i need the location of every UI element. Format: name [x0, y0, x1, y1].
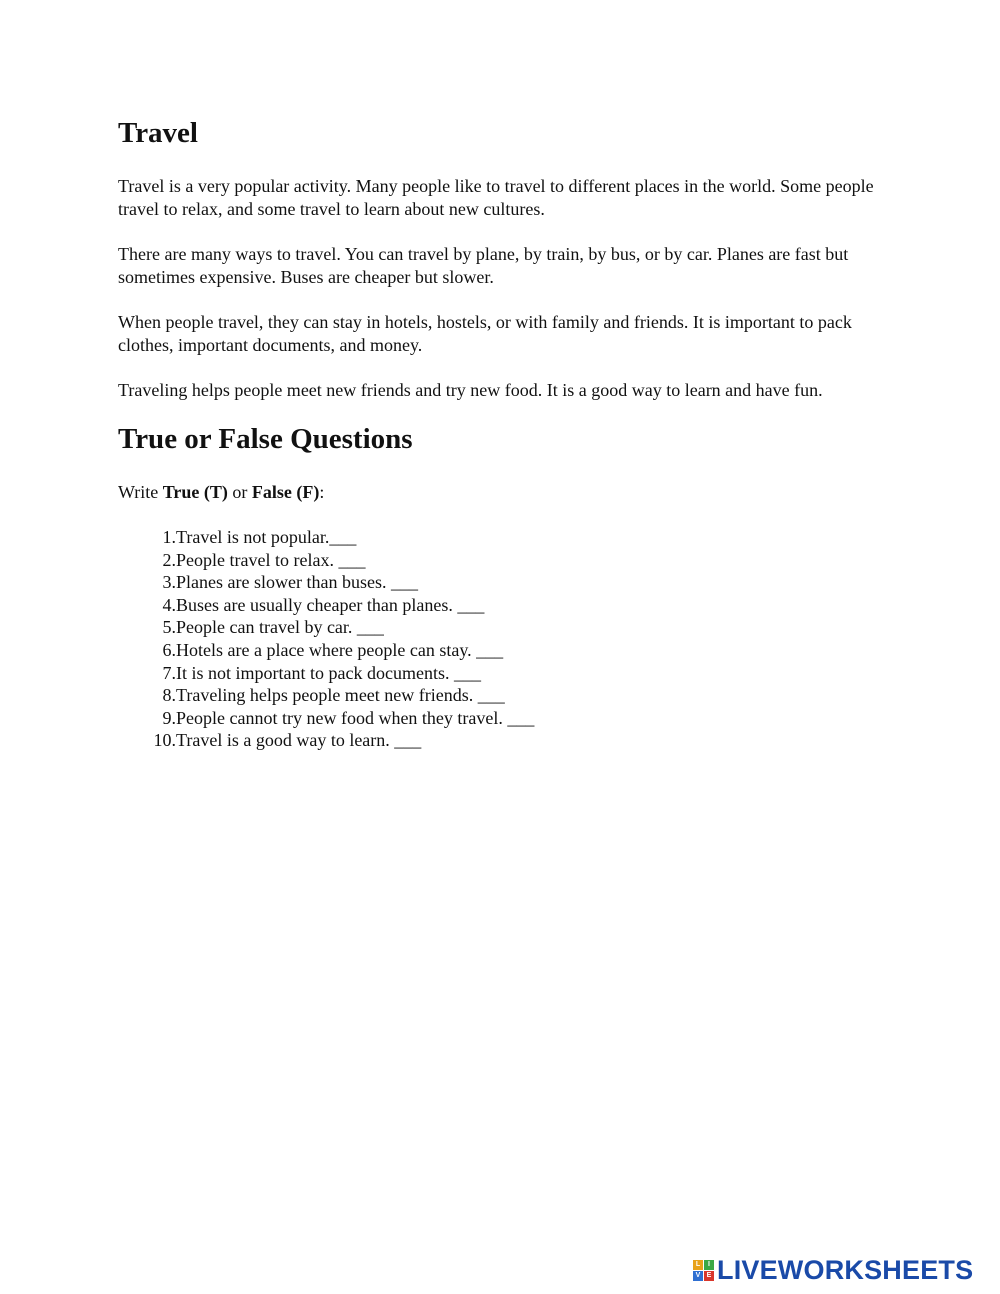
- logo-text: LIVEWORKSHEETS: [717, 1254, 974, 1285]
- paragraph-2: There are many ways to travel. You can travel by plane, by train, by bus, or by car. Planes are fast but sometimes expensive. Buses are cheaper but slower.: [118, 244, 849, 287]
- question-number: 2.: [162, 549, 176, 570]
- live-logo-icon: [693, 1260, 714, 1281]
- liveworksheets-logo: [693, 1255, 973, 1285]
- question-number: 4.: [162, 594, 176, 615]
- quiz-title: True or False Questions: [118, 423, 413, 455]
- paragraph-3: When people travel, they can stay in hotels, hostels, or with family and friends. It is important to pack clothes, important documents, and money.: [118, 312, 852, 355]
- question-number: 10.: [153, 730, 176, 751]
- question-number: 7.: [162, 662, 176, 683]
- question-number: 9.: [162, 707, 176, 728]
- question-list: [118, 526, 534, 752]
- logo-letter-i: I: [704, 1260, 714, 1270]
- question-text: Traveling helps people meet new friends. ___: [176, 685, 505, 706]
- page-title: Travel: [118, 117, 198, 149]
- question-item: [118, 526, 534, 549]
- question-item: [118, 616, 534, 639]
- question-text: Planes are slower than buses. ___: [176, 572, 418, 593]
- question-text: Buses are usually cheaper than planes. ___: [176, 594, 485, 615]
- question-number: 5.: [162, 617, 176, 638]
- instruction-middle: or: [227, 482, 252, 502]
- logo-letter-l: L: [693, 1260, 703, 1270]
- paragraph-4: Traveling helps people meet new friends and try new food. It is a good way to learn and have fun.: [118, 380, 823, 400]
- instruction-prefix: Write: [118, 482, 163, 502]
- quiz-instruction: [118, 481, 324, 504]
- question-text: Hotels are a place where people can stay. ___: [176, 639, 504, 660]
- question-item: [118, 729, 534, 752]
- logo-letter-e: E: [704, 1271, 714, 1281]
- question-text: People travel to relax. ___: [176, 549, 366, 570]
- question-text: It is not important to pack documents. ___: [176, 662, 481, 683]
- instruction-true-label: True (T): [162, 482, 228, 502]
- question-item: [118, 594, 534, 617]
- question-number: 1.: [162, 527, 176, 547]
- question-number: 3.: [162, 572, 176, 593]
- question-text: Travel is a good way to learn. ___: [176, 730, 422, 751]
- question-number: 8.: [162, 685, 176, 706]
- paragraph-1: Travel is a very popular activity. Many people like to travel to different places in the world. Some people travel to relax, and some travel to learn about new cultures.: [118, 176, 874, 219]
- question-text: People can travel by car. ___: [176, 617, 384, 638]
- question-item: [118, 549, 534, 572]
- instruction-suffix: :: [319, 482, 325, 502]
- question-item: [118, 662, 534, 685]
- question-item: [118, 571, 534, 594]
- question-text: Travel is not popular.___: [176, 527, 357, 547]
- question-item: [118, 684, 534, 707]
- question-item: [118, 707, 534, 730]
- logo-letter-v: V: [693, 1271, 703, 1281]
- instruction-false-label: False (F): [251, 482, 320, 502]
- question-item: [118, 639, 534, 662]
- question-number: 6.: [162, 639, 176, 660]
- question-text: People cannot try new food when they travel. ___: [176, 707, 535, 728]
